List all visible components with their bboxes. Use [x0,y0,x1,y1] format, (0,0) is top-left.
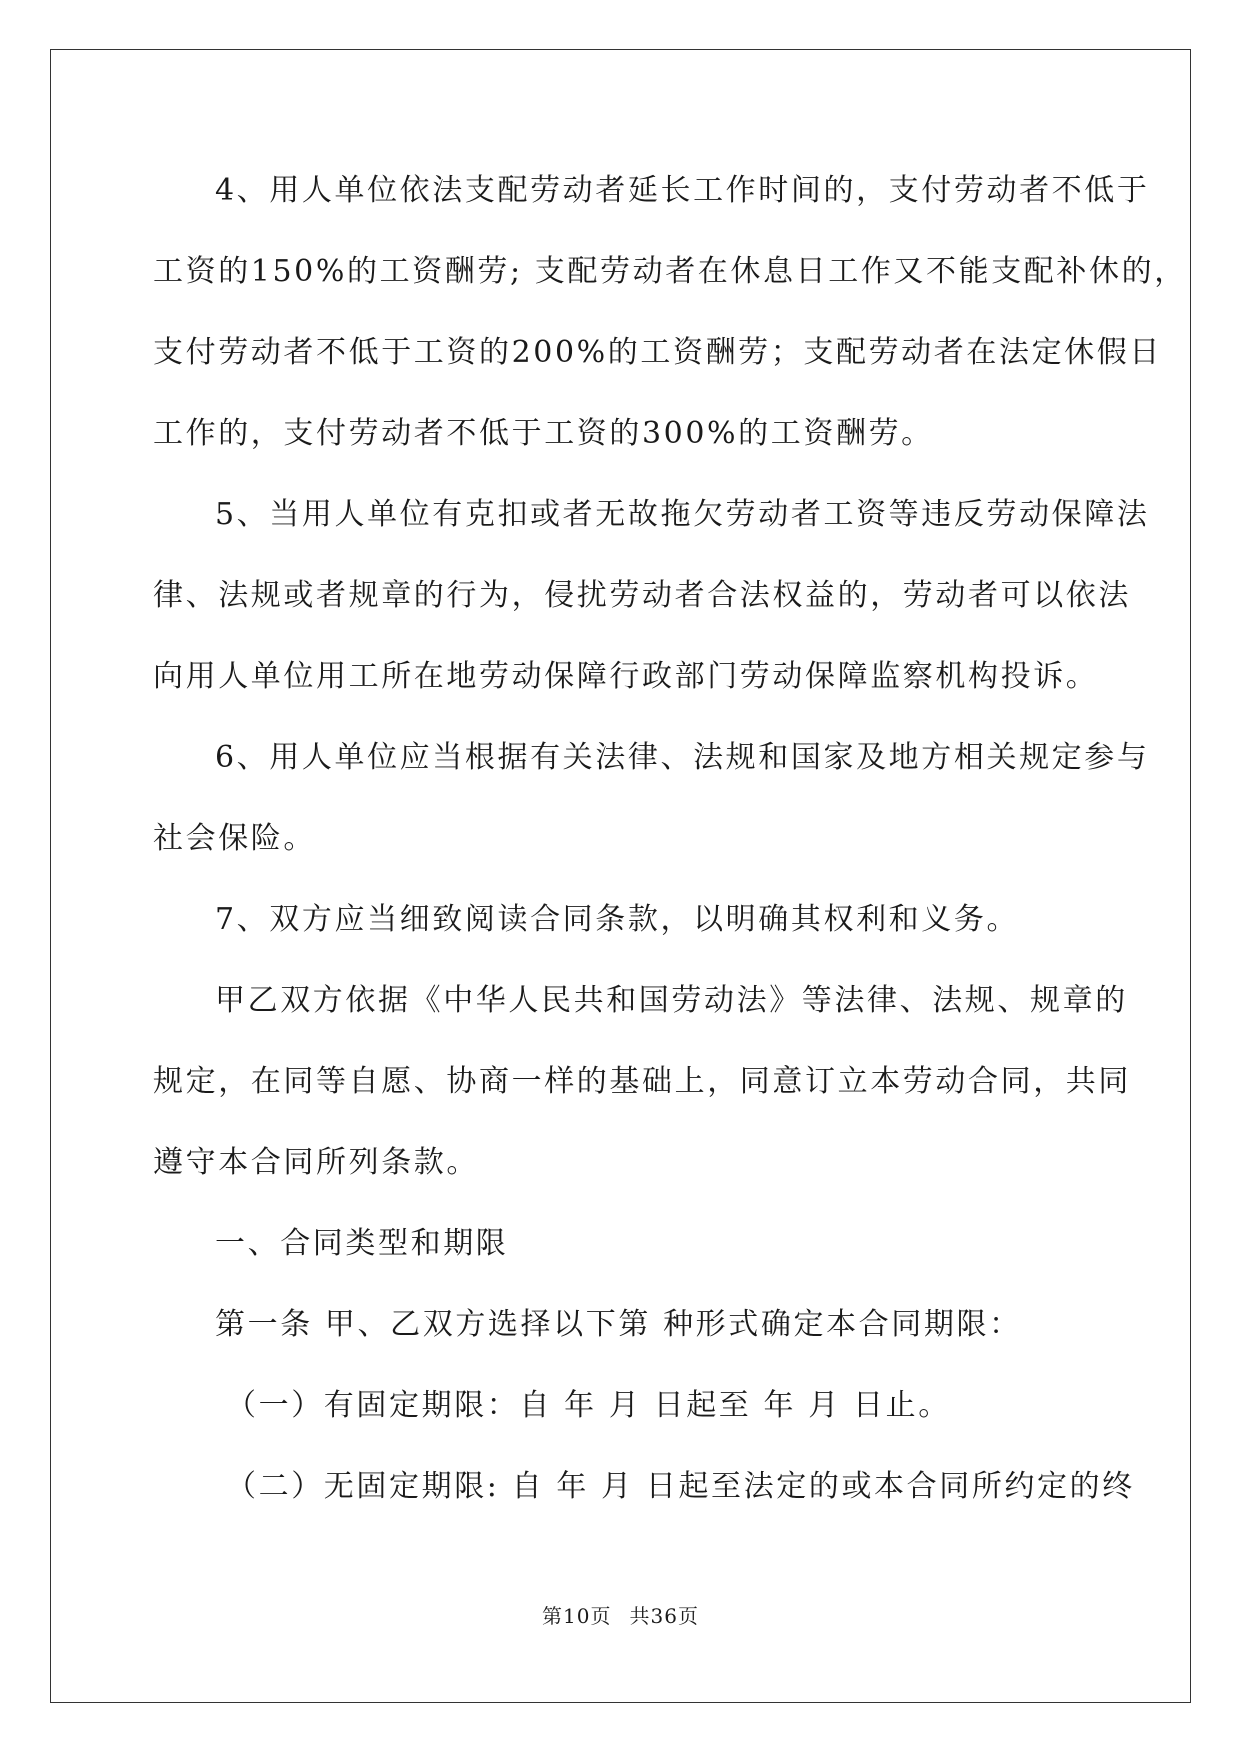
paragraph-line: 律、法规或者规章的行为，侵扰劳动者合法权益的，劳动者可以依法 [153,578,1131,613]
page-footer [0,1600,1241,1629]
paragraph-line: 遵守本合同所列条款。 [153,1145,479,1180]
paragraph-line: 5、当用人单位有克扣或者无故拖欠劳动者工资等违反劳动保障法 [215,497,1150,532]
document-body [153,163,1187,1540]
paragraph-line: 4、用人单位依法支配劳动者延长工作时间的，支付劳动者不低于 [215,173,1150,208]
paragraph-line: 社会保险。 [153,821,316,856]
paragraph-line: 规定，在同等自愿、协商一样的基础上，同意订立本劳动合同，共同 [153,1064,1131,1099]
paragraph-line: 甲乙双方依据《中华人民共和国劳动法》等法律、法规、规章的 [215,983,1128,1018]
section-heading: 一、合同类型和期限 [215,1226,509,1261]
paragraph-line: 向用人单位用工所在地劳动保障行政部门劳动保障监察机构投诉。 [153,659,1099,694]
page-total: 共36页 [629,1604,699,1628]
paragraph-line: 6、用人单位应当根据有关法律、法规和国家及地方相关规定参与 [215,740,1150,775]
paragraph-line: 工作的，支付劳动者不低于工资的300%的工资酬劳。 [153,416,934,451]
page-number: 第10页 [542,1604,612,1628]
paragraph-line: 工资的150%的工资酬劳; 支配劳动者在休息日工作又不能支配补休的， [153,254,1187,289]
paragraph-line: 支付劳动者不低于工资的200%的工资酬劳；支配劳动者在法定休假日 [153,335,1162,370]
article-line: 第一条 甲、乙双方选择以下第 种形式确定本合同期限： [215,1307,1022,1342]
paragraph-line: 7、双方应当细致阅读合同条款，以明确其权利和义务。 [215,902,1020,937]
clause-line: （二）无固定期限: 自 年 月 日起至法定的或本合同所约定的终 [226,1469,1135,1504]
clause-line: （一）有固定期限：自 年 月 日起至 年 月 日止。 [226,1388,951,1423]
